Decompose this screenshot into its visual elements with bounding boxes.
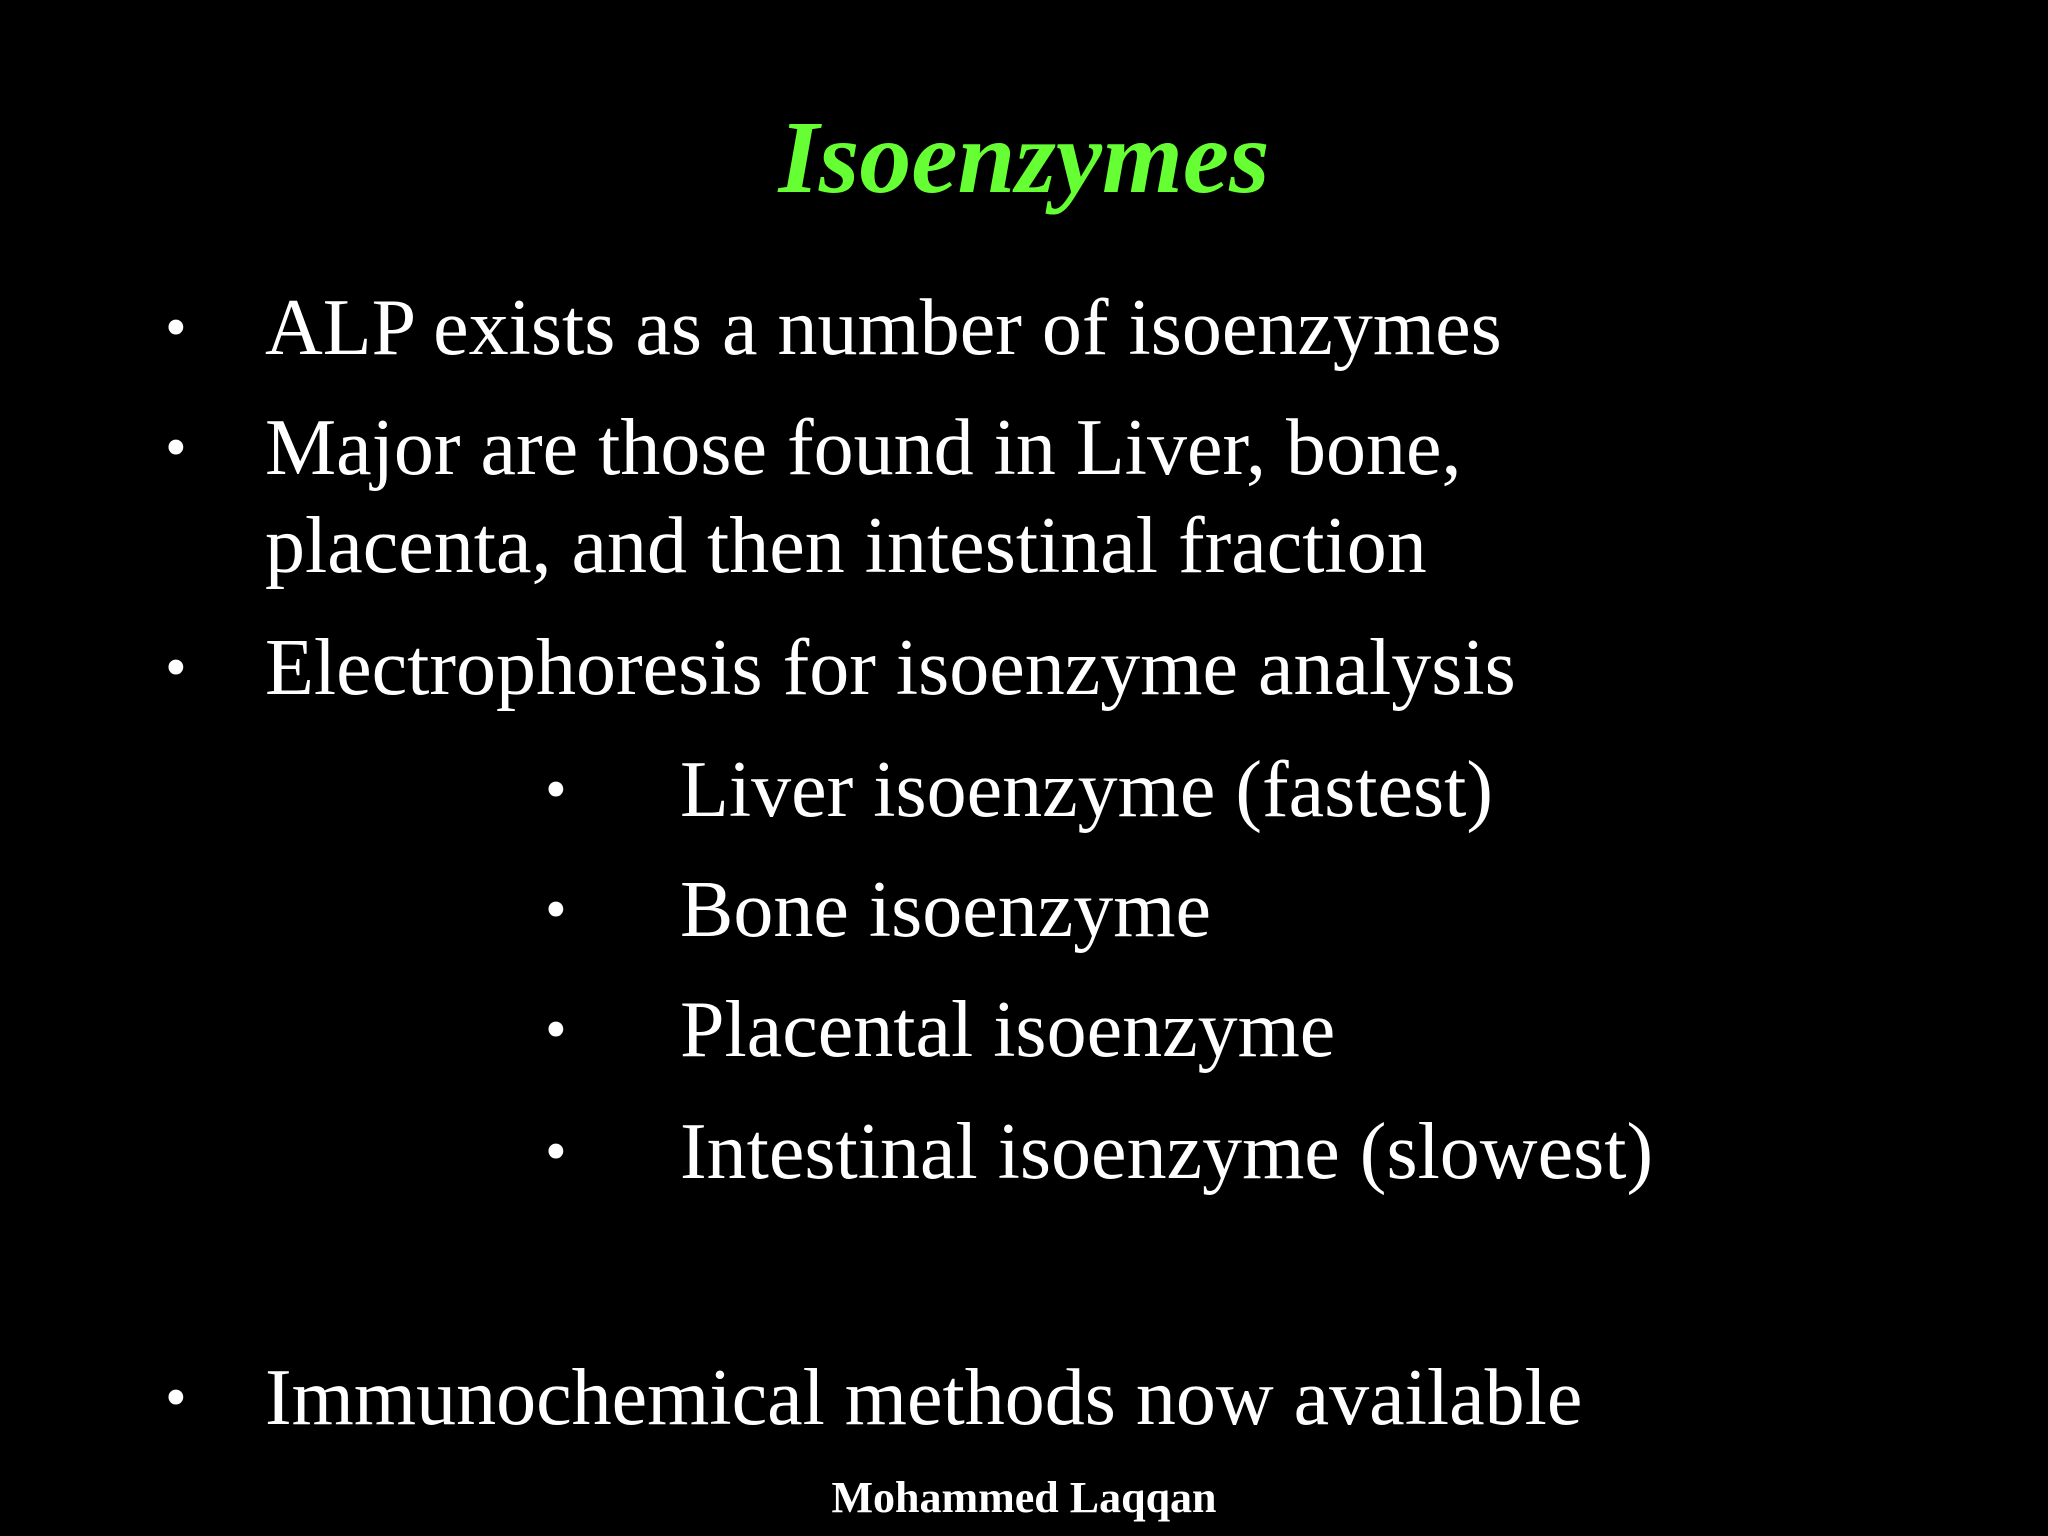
bullet-text: Major are those found in Liver, bone,	[265, 404, 1462, 492]
bullet-text: Electrophoresis for isoenzyme analysis	[265, 624, 1516, 712]
bullet-dot-icon: •	[165, 634, 187, 702]
slide-title: Isoenzymes	[778, 100, 1270, 215]
sub-bullet-text: Intestinal isoenzyme (slowest)	[680, 1108, 1654, 1196]
bullet-text: placenta, and then intestinal fraction	[265, 502, 1427, 590]
bullet-dot-icon: •	[545, 876, 567, 944]
sub-bullet-text: Liver isoenzyme (fastest)	[680, 746, 1494, 834]
bullet-dot-icon: •	[165, 1364, 187, 1432]
slide-footer-author: Mohammed Laqqan	[831, 1473, 1217, 1522]
bullet-dot-icon: •	[165, 414, 187, 482]
bullet-dot-icon: •	[165, 294, 187, 362]
sub-bullet-text: Placental isoenzyme	[680, 986, 1336, 1074]
bullet-dot-icon: •	[545, 996, 567, 1064]
sub-bullet-text: Bone isoenzyme	[680, 866, 1211, 954]
bullet-text: Immunochemical methods now available	[265, 1354, 1583, 1442]
bullet-dot-icon: •	[545, 1118, 567, 1186]
bullet-dot-icon: •	[545, 756, 567, 824]
bullet-text: ALP exists as a number of isoenzymes	[265, 284, 1502, 372]
